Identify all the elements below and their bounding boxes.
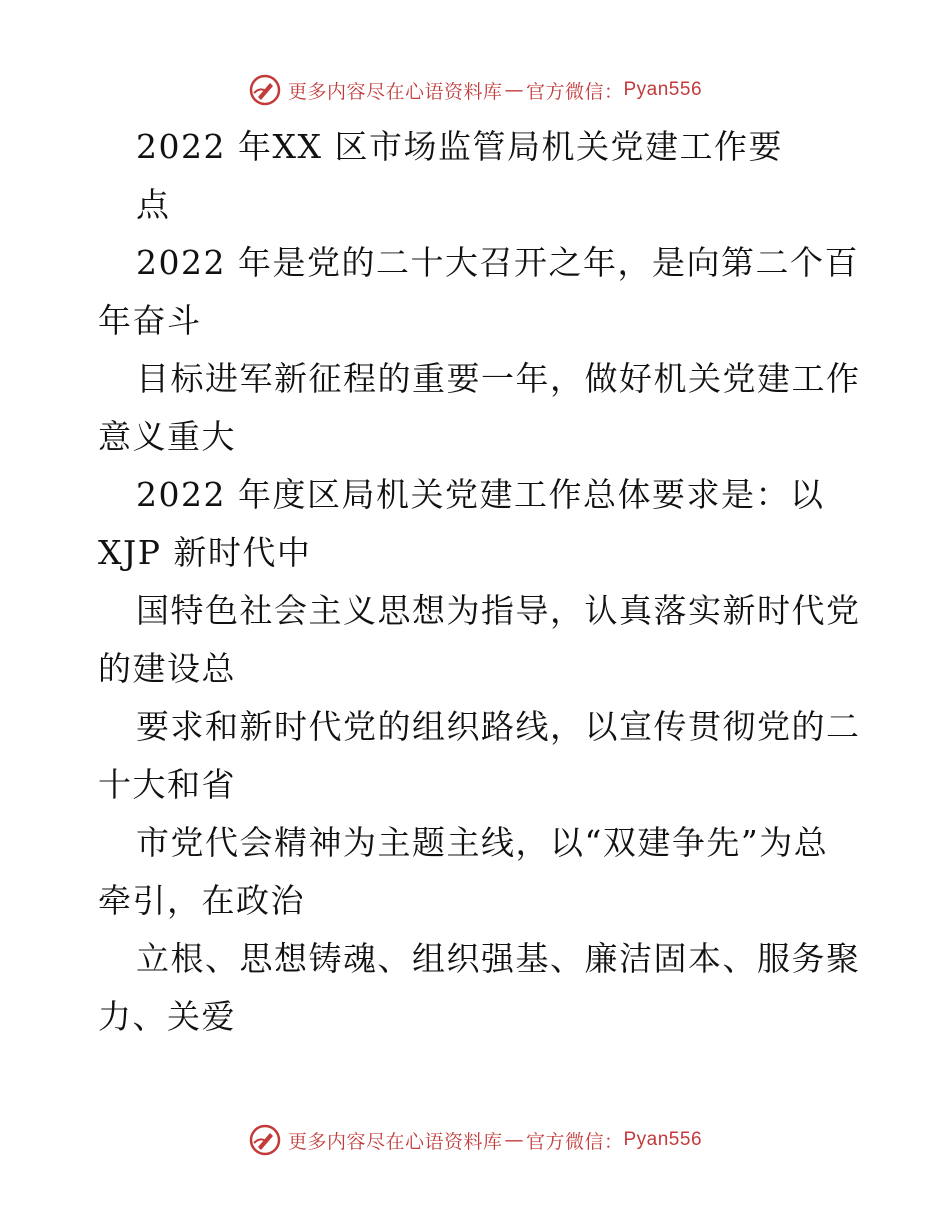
paragraph-line: 的建设总 [98, 649, 236, 688]
paragraph-line: 立根、思想铸魂、组织强基、廉洁固本、服务聚 [136, 939, 861, 978]
paragraph-line: 国特色社会主义思想为指导，认真落实新时代党 [136, 591, 861, 630]
document-title-line-2: 点 [136, 185, 171, 224]
brand-logo-icon [248, 1123, 282, 1157]
watermark-contact-id: Pyan556 [623, 79, 703, 100]
paragraph-line: 牵引，在政治 [98, 881, 305, 920]
watermark-brand-text: 更多内容尽在心语资料库 [287, 80, 503, 103]
header-watermark [0, 70, 950, 110]
paragraph-line: XJP 新时代中 [98, 533, 312, 572]
paragraph-line: 年奋斗 [98, 301, 202, 340]
paragraph-line: 目标进军新征程的重要一年，做好机关党建工作 [136, 359, 861, 398]
watermark-separator: — [504, 1129, 524, 1151]
paragraph-line: 意义重大 [98, 417, 236, 456]
paragraph-line: 市党代会精神为主题主线，以“双建争先”为总 [136, 823, 829, 862]
document-title-line-1: 2022 年XX 区市场监管局机关党建工作要 [136, 127, 783, 166]
paragraph-line: 2022 年是党的二十大召开之年，是向第二个百 [136, 243, 859, 282]
watermark-brand-text: 更多内容尽在心语资料库 [287, 1130, 503, 1153]
paragraph-line: 2022 年度区局机关党建工作总体要求是：以 [136, 475, 825, 514]
paragraph-line: 要求和新时代党的组织路线，以宣传贯彻党的二 [136, 707, 861, 746]
watermark-contact-id: Pyan556 [623, 1129, 703, 1150]
watermark-separator: — [504, 79, 524, 101]
paragraph-line: 十大和省 [98, 765, 236, 804]
document-body [98, 118, 861, 1046]
watermark-contact-text: 官方微信： [525, 80, 624, 103]
brand-logo-icon [248, 73, 282, 107]
paragraph-line: 力、关爱 [98, 997, 236, 1036]
watermark-contact-text: 官方微信： [525, 1130, 624, 1153]
footer-watermark [0, 1120, 950, 1160]
